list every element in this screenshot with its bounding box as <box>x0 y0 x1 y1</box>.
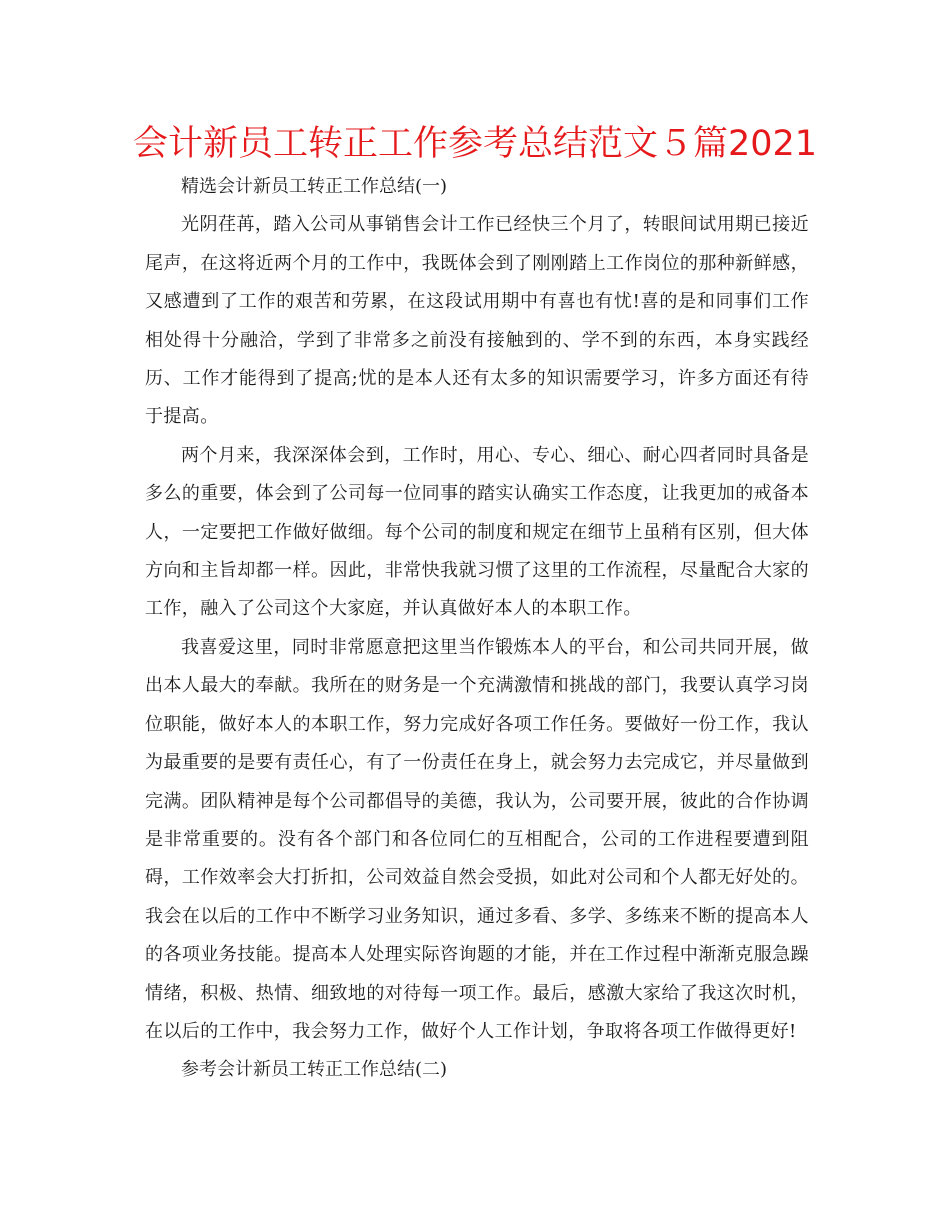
document-title: 会计新员工转正工作参考总结范文５篇2021 <box>132 124 818 164</box>
document-body <box>145 168 809 1090</box>
paragraph-1: 光阴荏苒，踏入公司从事销售会计工作已经快三个月了，转眼间试用期已接近尾声，在这将近两个月的工作中，我既体会到了刚刚踏上工作岗位的那种新鲜感，又感遭到了工作的艰苦和劳累，在这段试用期中有喜也有忧!喜的是和同事们工作相处得十分融洽，学到了非常多之前没有接触到的、学不到的东西，本身实践经历、工作才能得到了提高;忧的是本人还有太多的知识需要学习，许多方面还有待于提高。 <box>145 214 809 428</box>
paragraph-3: 我喜爱这里，同时非常愿意把这里当作锻炼本人的平台，和公司共同开展，做出本人最大的奉献。我所在的财务是一个充满激情和挑战的部门，我要认真学习岗位职能，做好本人的本职工作，努力完成好各项工作任务。要做好一份工作，我认为最重要的是要有责任心，有了一份责任在身上，就会努力去完成它，并尽量做到完满。团队精神是每个公司都倡导的美德，我认为，公司要开展，彼此的合作协调是非常重要的。没有各个部门和各位同仁的互相配合，公司的工作进程要遭到阻碍，工作效率会大打折扣，公司效益自然会受损，如此对公司和个人都无好处的。我会在以后的工作中不断学习业务知识，通过多看、多学、多练来不断的提高本人的各项业务技能。提高本人处理实际咨询题的才能，并在工作过程中渐渐克服急躁情绪，积极、热情、细致地的对待每一项工作。最后，感激大家给了我这次时机，在以后的工作中，我会努力工作，做好个人工作计划，争取将各项工作做得更好! <box>145 636 809 1042</box>
section-heading-1: 精选会计新员工转正工作总结(一) <box>181 176 448 197</box>
paragraph-2: 两个月来，我深深体会到，工作时，用心、专心、细心、耐心四者同时具备是多么的重要，体会到了公司每一位同事的踏实认确实工作态度，让我更加的戒备本人，一定要把工作做好做细。每个公司的制度和规定在细节上虽稍有区别，但大体方向和主旨却都一样。因此，非常快我就习惯了这里的工作流程，尽量配合大家的工作，融入了公司这个大家庭，并认真做好本人的本职工作。 <box>145 444 809 620</box>
section-heading-2: 参考会计新员工转正工作总结(二) <box>181 1059 448 1081</box>
